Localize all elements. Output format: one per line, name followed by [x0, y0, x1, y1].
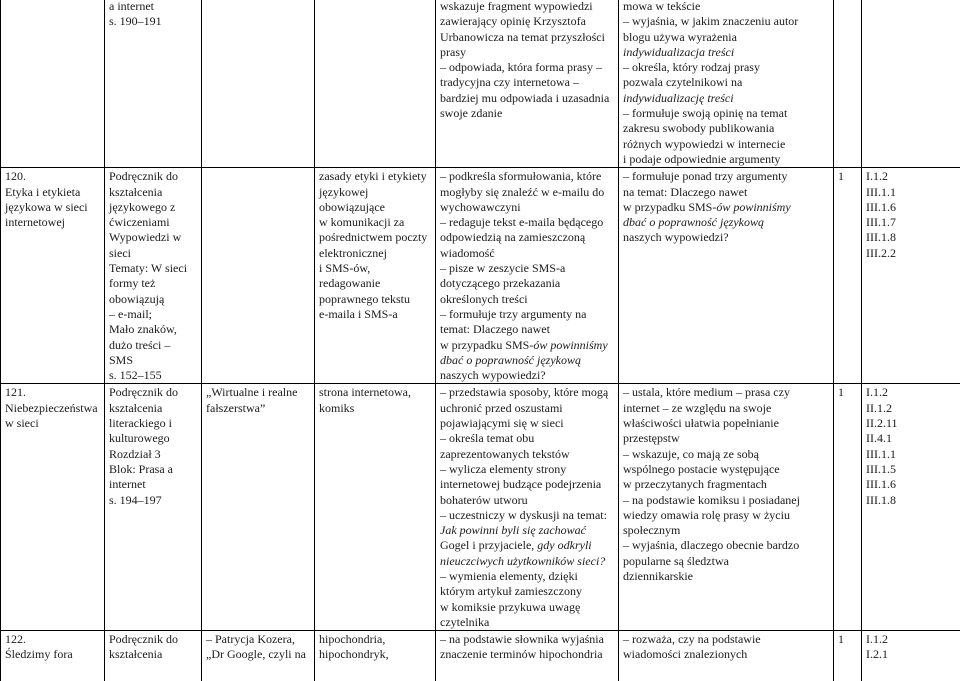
text-line: naszych wypowiedzi?	[440, 368, 615, 383]
text-line: – określa temat obu	[440, 431, 615, 446]
table-row	[1, 168, 960, 384]
text-line: – uczestniczy w dyskusji na temat:	[440, 508, 615, 523]
text-line: mowa w tekście	[623, 0, 830, 14]
text-line: komiks	[319, 401, 432, 416]
text-line: – wyjaśnia, w jakim znaczeniu autor	[623, 14, 830, 29]
text-line: w komiksie przykuwa uwagę	[440, 600, 615, 615]
text-line: III.2.2	[866, 246, 957, 261]
cell-curriculum-codes	[862, 0, 960, 168]
text-line: Podręcznik do	[109, 169, 198, 184]
cell-lesson-topic	[1, 168, 105, 384]
cell-texts	[202, 384, 315, 631]
text-line: bardziej mu odpowiada i uzasadnia	[440, 91, 615, 106]
text-line: Wypowiedzi w	[109, 230, 198, 245]
text-line: ćwiczeniami	[109, 215, 198, 230]
cell-basic-requirements	[436, 0, 619, 168]
cell-texts	[202, 168, 315, 384]
text-line: s. 190–191	[109, 14, 198, 29]
text-line: pośrednictwem poczty	[319, 230, 432, 245]
text-line: redagowanie	[319, 276, 432, 291]
text-line: uchronić przed oszustami	[440, 401, 615, 416]
text-line: w komunikacji za	[319, 215, 432, 230]
text-line: Urbanowicza na temat przyszłości	[440, 30, 615, 45]
text-line: zasady etyki i etykiety	[319, 169, 432, 184]
cell-curriculum-codes	[862, 168, 960, 384]
text-line: swoje zdanie	[440, 106, 615, 121]
cell-textbook-reference	[105, 168, 202, 384]
text-line: blogu używa wyrażenia	[623, 30, 830, 45]
text-line: I.1.2	[866, 632, 957, 647]
text-line: wychowawczyni	[440, 200, 615, 215]
text-line: kulturowego	[109, 431, 198, 446]
cell-lesson-topic	[1, 384, 105, 631]
text-line: Niebezpieczeństwa	[5, 401, 101, 416]
text-line: przestępstw	[623, 431, 830, 446]
text-line: wspólnego postacie występujące	[623, 462, 830, 477]
text-line: internet	[109, 477, 198, 492]
text-line: internetowej	[5, 215, 101, 230]
text-line: i SMS-ów,	[319, 261, 432, 276]
text-line: internet – ze względu na swoje	[623, 401, 830, 416]
text-line: 122.	[5, 632, 101, 647]
table-body	[1, 0, 960, 681]
text-line: strona internetowa,	[319, 385, 432, 400]
text-line: Podręcznik do	[109, 385, 198, 400]
cell-extended-requirements	[619, 384, 834, 631]
text-line: – przedstawia sposoby, które mogą	[440, 385, 615, 400]
text-line: II.1.2	[866, 401, 957, 416]
cell-textbook-reference	[105, 384, 202, 631]
text-line: „Wirtualne i realne	[206, 385, 311, 400]
text-line: 1	[838, 169, 858, 184]
text-line: – określa, który rodzaj prasy	[623, 60, 830, 75]
text-line: i podaje odpowiednie argumenty	[623, 152, 830, 167]
table-row	[1, 0, 960, 168]
cell-texts	[202, 631, 315, 681]
text-line: Jak powinni byli się zachować	[440, 523, 615, 538]
text-line: w przeczytanych fragmentach	[623, 477, 830, 492]
cell-curriculum-codes	[862, 631, 960, 681]
text-line: – pisze w zeszycie SMS-a	[440, 261, 615, 276]
text-line: kształcenia	[109, 401, 198, 416]
text-line: dużo treści –	[109, 338, 198, 353]
text-line: – e-mail;	[109, 307, 198, 322]
text-line: II.4.1	[866, 431, 957, 446]
cell-hours	[834, 384, 862, 631]
text-line: III.1.7	[866, 215, 957, 230]
cell-basic-requirements	[436, 384, 619, 631]
text-line: Tematy: W sieci	[109, 261, 198, 276]
text-line: I.2.1	[866, 647, 957, 662]
text-line: I.1.2	[866, 169, 957, 184]
text-line: – wskazuje, co mają ze sobą	[623, 447, 830, 462]
text-line: I.1.2	[866, 385, 957, 400]
text-line: obowiązują	[109, 292, 198, 307]
text-line: III.1.5	[866, 462, 957, 477]
text-line: którym artykuł zamieszczony	[440, 584, 615, 599]
text-line: określonych treści	[440, 292, 615, 307]
text-line: dotyczącego przekazania	[440, 276, 615, 291]
text-line: 121.	[5, 385, 101, 400]
text-line: hipochondryk,	[319, 647, 432, 662]
text-line: obowiązujące	[319, 200, 432, 215]
cell-hours	[834, 168, 862, 384]
cell-content	[315, 631, 436, 681]
text-line: – podkreśla sformułowania, które	[440, 169, 615, 184]
text-line: Blok: Prasa a	[109, 462, 198, 477]
text-line: mogłyby się znaleźć w e-mailu do	[440, 185, 615, 200]
text-line: Mało znaków,	[109, 322, 198, 337]
cell-texts	[202, 0, 315, 168]
text-line: dbać o poprawność językową	[440, 353, 615, 368]
cell-lesson-topic	[1, 631, 105, 681]
cell-hours	[834, 0, 862, 168]
text-line: – formułuje trzy argumenty na	[440, 307, 615, 322]
text-line: pozwala czytelnikowi na	[623, 75, 830, 90]
text-line: tradycyjna czy internetowa –	[440, 75, 615, 90]
text-line: w sieci	[5, 416, 101, 431]
text-line: sieci	[109, 246, 198, 261]
text-line: III.1.8	[866, 230, 957, 245]
text-line: bohaterów utworu	[440, 493, 615, 508]
table-row	[1, 631, 960, 681]
text-line: 1	[838, 632, 858, 647]
text-line: II.2.11	[866, 416, 957, 431]
cell-basic-requirements	[436, 168, 619, 384]
text-line: czytelnika	[440, 615, 615, 630]
table-row	[1, 384, 960, 631]
text-line: właściwości ułatwia popełnianie	[623, 416, 830, 431]
text-line: Rozdział 3	[109, 447, 198, 462]
text-line: poprawnego tekstu	[319, 292, 432, 307]
text-line: znaczenie terminów hipochondria	[440, 647, 615, 662]
text-line: s. 152–155	[109, 368, 198, 383]
text-line: literackiego i	[109, 416, 198, 431]
text-line: 1	[838, 385, 858, 400]
text-line: – ustala, które medium – prasa czy	[623, 385, 830, 400]
cell-content	[315, 384, 436, 631]
cell-curriculum-codes	[862, 384, 960, 631]
text-line: – formułuje ponad trzy argumenty	[623, 169, 830, 184]
text-line: Śledzimy fora	[5, 647, 101, 662]
text-line: nieuczciwych użytkowników sieci?	[440, 554, 615, 569]
text-line: w przypadku SMS-ów powinniśmy	[623, 200, 830, 215]
cell-textbook-reference	[105, 631, 202, 681]
text-line: s. 194–197	[109, 493, 198, 508]
text-line: – rozważa, czy na podstawie	[623, 632, 830, 647]
text-line: dziennikarskie	[623, 569, 830, 584]
text-line: odpowiedzią na zamieszczoną	[440, 230, 615, 245]
text-line: prasy	[440, 45, 615, 60]
text-line: Etyka i etykieta	[5, 185, 101, 200]
text-line: fałszerstwa”	[206, 401, 311, 416]
cell-extended-requirements	[619, 168, 834, 384]
text-line: internetowej budzące podejrzenia	[440, 477, 615, 492]
text-line: społecznym	[623, 523, 830, 538]
text-line: zakresu swobody publikowania	[623, 121, 830, 136]
text-line: wskazuje fragment wypowiedzi	[440, 0, 615, 14]
text-line: naszych wypowiedzi?	[623, 230, 830, 245]
text-line: – redaguje tekst e-maila będącego	[440, 215, 615, 230]
text-line: – wymienia elementy, dzięki	[440, 569, 615, 584]
cell-content	[315, 0, 436, 168]
text-line: dbać o poprawność językową	[623, 215, 830, 230]
text-line: kształcenia	[109, 647, 198, 662]
cell-extended-requirements	[619, 0, 834, 168]
text-line: zaprezentowanych tekstów	[440, 447, 615, 462]
text-line: e-maila i SMS-a	[319, 307, 432, 322]
text-line: popularne są śledztwa	[623, 554, 830, 569]
text-line: na temat: Dlaczego nawet	[623, 185, 830, 200]
text-line: Podręcznik do	[109, 632, 198, 647]
cell-content	[315, 168, 436, 384]
text-line: językowej	[319, 185, 432, 200]
text-line: – wylicza elementy strony	[440, 462, 615, 477]
text-line: 120.	[5, 169, 101, 184]
text-line: różnych wypowiedzi w internecie	[623, 137, 830, 152]
text-line: temat: Dlaczego nawet	[440, 322, 615, 337]
text-line: – Patrycja Kozera,	[206, 632, 311, 647]
text-line: III.1.6	[866, 477, 957, 492]
text-line: III.1.8	[866, 493, 957, 508]
text-line: pojawiającymi się w sieci	[440, 416, 615, 431]
text-line: – na podstawie słownika wyjaśnia	[440, 632, 615, 647]
text-line: wiadomości znalezionych	[623, 647, 830, 662]
text-line: – na podstawie komiksu i posiadanej	[623, 493, 830, 508]
text-line: indywidualizację treści	[623, 91, 830, 106]
cell-lesson-topic	[1, 0, 105, 168]
text-line: kształcenia	[109, 185, 198, 200]
cell-extended-requirements	[619, 631, 834, 681]
text-line: „Dr Google, czyli na	[206, 647, 311, 662]
text-line: – formułuje swoją opinię na temat	[623, 106, 830, 121]
text-line: indywidualizacja treści	[623, 45, 830, 60]
text-line: językowa w sieci	[5, 200, 101, 215]
cell-textbook-reference	[105, 0, 202, 168]
text-line: elektronicznej	[319, 246, 432, 261]
text-line: hipochondria,	[319, 632, 432, 647]
text-line: językowego z	[109, 200, 198, 215]
text-line: formy też	[109, 276, 198, 291]
text-line: III.1.1	[866, 447, 957, 462]
text-line: a internet	[109, 0, 198, 14]
text-line: SMS	[109, 353, 198, 368]
text-line: Gogel i przyjaciele, gdy odkryli	[440, 538, 615, 553]
text-line: wiedzy omawia rolę prasy w życiu	[623, 508, 830, 523]
text-line: w przypadku SMS-ów powinniśmy	[440, 338, 615, 353]
text-line: – wyjaśnia, dlaczego obecnie bardzo	[623, 538, 830, 553]
cell-basic-requirements	[436, 631, 619, 681]
text-line: – odpowiada, która forma prasy –	[440, 60, 615, 75]
text-line: III.1.6	[866, 200, 957, 215]
cell-hours	[834, 631, 862, 681]
text-line: wiadomość	[440, 246, 615, 261]
text-line: zawierający opinię Krzysztofa	[440, 14, 615, 29]
text-line: III.1.1	[866, 185, 957, 200]
